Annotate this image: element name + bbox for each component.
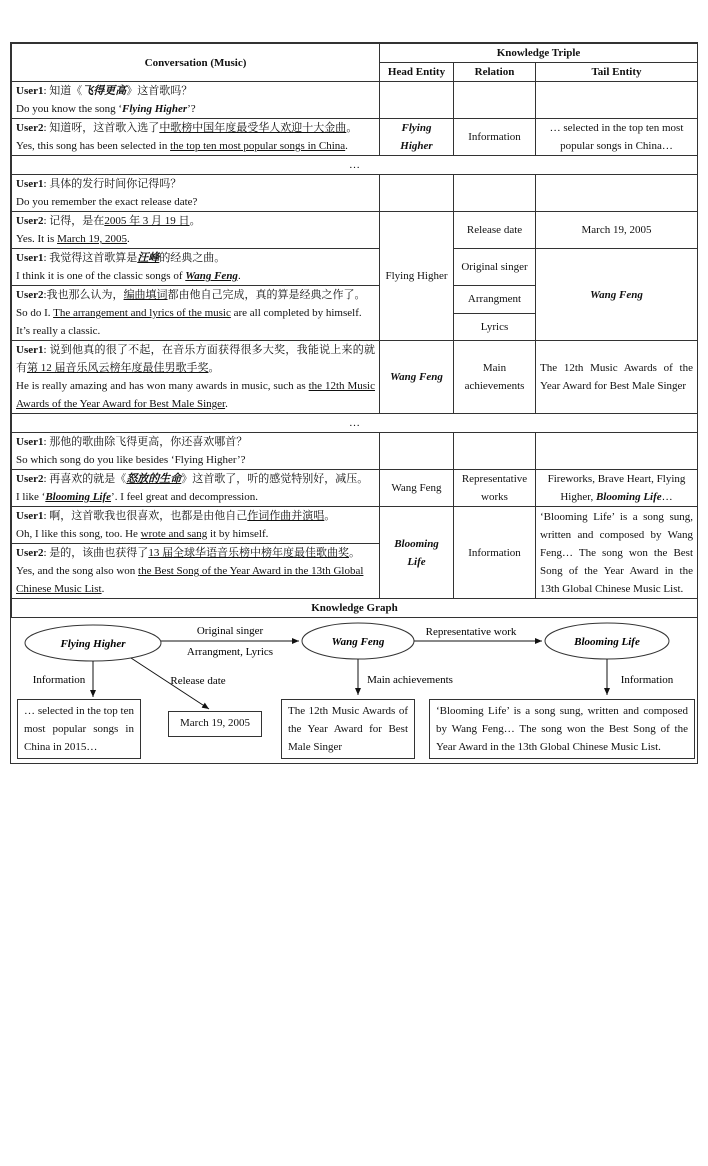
knowledge-graph <box>11 611 697 763</box>
conversation-header: Conversation (Music) <box>12 44 380 82</box>
utterance <box>12 212 380 249</box>
utterance-text: 》这首歌了，听的感觉特别好，减压。 <box>181 473 369 485</box>
empty-cell <box>380 175 454 212</box>
table-row <box>12 119 698 156</box>
utterance-text: ’. I feel great and decompression. <box>111 491 258 503</box>
head-entity-cell: Wang Feng <box>380 341 454 414</box>
relation-cell: Original singer <box>454 249 536 286</box>
utterance-text: it by himself. <box>207 528 269 540</box>
tail-entity-cell: March 19, 2005 <box>536 212 698 249</box>
table-row <box>12 82 698 119</box>
empty-cell <box>536 433 698 470</box>
kg-box-awards: The 12th Music Awards of the Year Award for Best Male Singer <box>281 699 415 759</box>
utterance <box>12 341 380 414</box>
kg-box-date: March 19, 2005 <box>168 711 262 737</box>
utterance-text: : 再喜欢的就是《 <box>43 473 127 485</box>
header-row-1 <box>12 44 698 63</box>
relation-cell: Release date <box>454 212 536 249</box>
head-entity-cell: Flying Higher <box>380 212 454 341</box>
head-entity-header: Head Entity <box>380 63 454 82</box>
tail-text: Blooming Life <box>595 491 662 503</box>
utterance-text: : 知道呀，这首歌入选了 <box>43 122 160 134</box>
utterance-text: 》这首歌吗？ <box>126 85 193 97</box>
utterance-text: Do you remember the exact release date? <box>16 196 198 208</box>
knowledge-triple-header: Knowledge Triple <box>380 44 698 63</box>
tail-text: … <box>661 491 673 503</box>
knowledge-span: 作词作曲并演唱 <box>247 510 325 522</box>
utterance-text: Do you know the song ‘ <box>16 103 123 115</box>
empty-cell <box>536 175 698 212</box>
tail-entity-cell <box>536 470 698 507</box>
speaker-label: User2 <box>16 473 44 485</box>
utterance-text: 。 <box>208 362 220 374</box>
edge-representative-work-label: Representative work <box>425 626 517 638</box>
utterance-text: 都由他自己完成，真的算是经典之作了。 <box>167 289 366 301</box>
utterance-text: Yes, and the song also won <box>16 565 139 577</box>
utterance-text: . <box>237 270 241 282</box>
speaker-label: User1 <box>16 510 44 522</box>
tail-entity-cell: … selected in the top ten most popular songs in China… <box>536 119 698 156</box>
tail-entity-cell: Wang Feng <box>536 249 698 341</box>
utterance <box>12 82 380 119</box>
empty-cell <box>454 82 536 119</box>
utterance <box>12 175 380 212</box>
speaker-label: User2 <box>16 547 44 559</box>
utterance-text: . <box>225 398 228 410</box>
utterance-text: : 是的，该曲也获得了 <box>43 547 149 559</box>
tail-text: Fireworks, Brave Heart, Flying Higher, <box>547 473 686 503</box>
entity-mention: Wang Feng <box>185 270 238 282</box>
utterance-text: He is really amazing and has won many awards in music, such as <box>16 380 309 392</box>
knowledge-span: 中歌榜中国年度最受华人欢迎十大金曲 <box>159 122 347 134</box>
utterance-text: ’? <box>187 103 196 115</box>
speaker-label: User1 <box>16 252 44 264</box>
speaker-label: User2 <box>16 289 44 301</box>
head-entity-cell: Blooming Life <box>380 507 454 599</box>
table-row <box>12 507 698 544</box>
table-row <box>12 470 698 507</box>
utterance-text: Yes. It is <box>16 233 58 245</box>
knowledge-span: the Best Song of the Year Award in the 13th Global Chinese Music List <box>16 565 364 595</box>
utterance-text: Yes, this song has been selected in <box>16 140 171 152</box>
entity-mention: 汪峰 <box>137 252 160 264</box>
speaker-label: User2 <box>16 215 44 227</box>
utterance <box>12 507 380 544</box>
edge-original-singer-label: Original singer <box>196 625 264 637</box>
edge-information-right-label: Information <box>620 674 674 686</box>
knowledge-triple-table <box>11 43 698 618</box>
tail-entity-cell: ‘Blooming Life’ is a song sung, written and composed by Wang Feng… The song won the Best Song of the Year Award in the 13th Global Chinese Music List. <box>536 507 698 599</box>
utterance-text: 的经典之曲。 <box>159 252 226 264</box>
knowledge-span: The arrangement and lyrics of the music <box>53 307 231 319</box>
tail-entity-header: Tail Entity <box>536 63 698 82</box>
utterance-text: 。 <box>324 510 336 522</box>
entity-mention: 怒放的生命 <box>126 473 182 485</box>
knowledge-span: 第 12 届音乐风云榜年度最佳男歌手奖 <box>27 362 209 374</box>
utterance <box>12 433 380 470</box>
utterance-text: I like ‘ <box>16 491 46 503</box>
relation-cell: Main achievements <box>454 341 536 414</box>
edge-arrangement-lyrics-label: Arrangment, Lyrics <box>186 646 274 658</box>
ellipsis-row <box>12 156 698 175</box>
knowledge-span: 2005 年 3 月 19 日 <box>104 215 190 227</box>
edge-release-date-label: Release date <box>170 675 226 687</box>
utterance-text: 。 <box>346 122 358 134</box>
speaker-label: User1 <box>16 344 44 356</box>
node-flying-higher-label: Flying Higher <box>60 638 126 650</box>
edge-main-achievements-label: Main achievements <box>367 674 453 686</box>
entity-mention: 飞得更高 <box>82 85 127 97</box>
utterance-text: :我也那么认为， <box>43 289 124 301</box>
table-row <box>12 433 698 470</box>
kg-box-blooming: ‘Blooming Life’ is a song sung, written and composed by Wang Feng… The song won the Best Song of the Year Award in the 13th Global Chinese Music List. <box>429 699 695 759</box>
speaker-label: User1 <box>16 178 44 190</box>
table-row <box>12 341 698 414</box>
utterance-text: : 记得，是在 <box>43 215 105 227</box>
utterance-text: It’s really a classic. <box>16 325 101 337</box>
utterance-text: : 那他的歌曲除飞得更高，你还喜欢哪首？ <box>43 436 248 448</box>
knowledge-span: 13 届全球华语音乐榜中榜年度最佳歌曲奖 <box>148 547 350 559</box>
utterance-text: : 说到他真的很了不起，在音乐方面获得很多大奖，我能说上来的就有 <box>16 344 375 374</box>
utterance-text: . <box>127 233 130 245</box>
relation-cell: Lyrics <box>454 313 536 341</box>
speaker-label: User1 <box>16 436 44 448</box>
figure <box>10 42 698 764</box>
empty-cell <box>454 433 536 470</box>
node-wang-feng-label: Wang Feng <box>331 636 385 648</box>
ellipsis: … <box>12 414 698 433</box>
table-row <box>12 212 698 249</box>
utterance-text: : 具体的发行时间你记得吗？ <box>43 178 182 190</box>
relation-cell: Representative works <box>454 470 536 507</box>
empty-cell <box>536 82 698 119</box>
utterance-text: 。 <box>189 215 201 227</box>
knowledge-span: the top ten most popular songs in China <box>170 140 346 152</box>
table-row <box>12 249 698 286</box>
knowledge-span: wrote and sang <box>140 528 208 540</box>
knowledge-span: the 12th Music Awards of the Year Award for Best Male Singer <box>16 380 375 410</box>
speaker-label: User2 <box>16 122 44 134</box>
utterance-text: I think it is one of the classic songs of <box>16 270 186 282</box>
utterance-text: 。 <box>349 547 361 559</box>
head-entity-cell: Flying Higher <box>380 119 454 156</box>
table-row <box>12 175 698 212</box>
speaker-label: User1 <box>16 85 44 97</box>
utterance <box>12 249 380 286</box>
tail-entity-cell: The 12th Music Awards of the Year Award for Best Male Singer <box>536 341 698 414</box>
knowledge-span: March 19, 2005 <box>57 233 128 245</box>
node-blooming-life-label: Blooming Life <box>574 636 640 648</box>
entity-mention: Flying Higher <box>122 103 188 115</box>
knowledge-span: 编曲填词 <box>123 289 168 301</box>
empty-cell <box>380 82 454 119</box>
utterance-text: So which song do you like besides ‘Flying Higher’? <box>16 454 246 466</box>
entity-mention: Blooming Life <box>45 491 112 503</box>
relation-cell: Information <box>454 507 536 599</box>
utterance <box>12 544 380 599</box>
empty-cell <box>380 433 454 470</box>
utterance <box>12 470 380 507</box>
empty-cell <box>454 175 536 212</box>
relation-cell: Arrangment <box>454 286 536 314</box>
kg-title: Knowledge Graph <box>12 599 698 618</box>
relation-header: Relation <box>454 63 536 82</box>
utterance-text: : 啊，这首歌我也很喜欢，也都是由他自己 <box>43 510 248 522</box>
utterance-text: . <box>345 140 348 152</box>
utterance <box>12 119 380 156</box>
utterance <box>12 286 380 341</box>
utterance-text: : 我觉得这首歌算是 <box>43 252 138 264</box>
edge-information-left-label: Information <box>32 674 86 686</box>
utterance-text: are all completed by himself. <box>230 307 362 319</box>
head-entity-cell: Wang Feng <box>380 470 454 507</box>
utterance-text: : 知道《 <box>43 85 83 97</box>
kg-box-top-ten: … selected in the top ten most popular songs in China in 2015… <box>17 699 141 759</box>
relation-cell: Information <box>454 119 536 156</box>
utterance-text: So do I. <box>16 307 54 319</box>
utterance-text: . <box>101 583 105 595</box>
ellipsis: … <box>12 156 698 175</box>
ellipsis-row <box>12 414 698 433</box>
utterance-text: Oh, I like this song, too. He <box>16 528 141 540</box>
